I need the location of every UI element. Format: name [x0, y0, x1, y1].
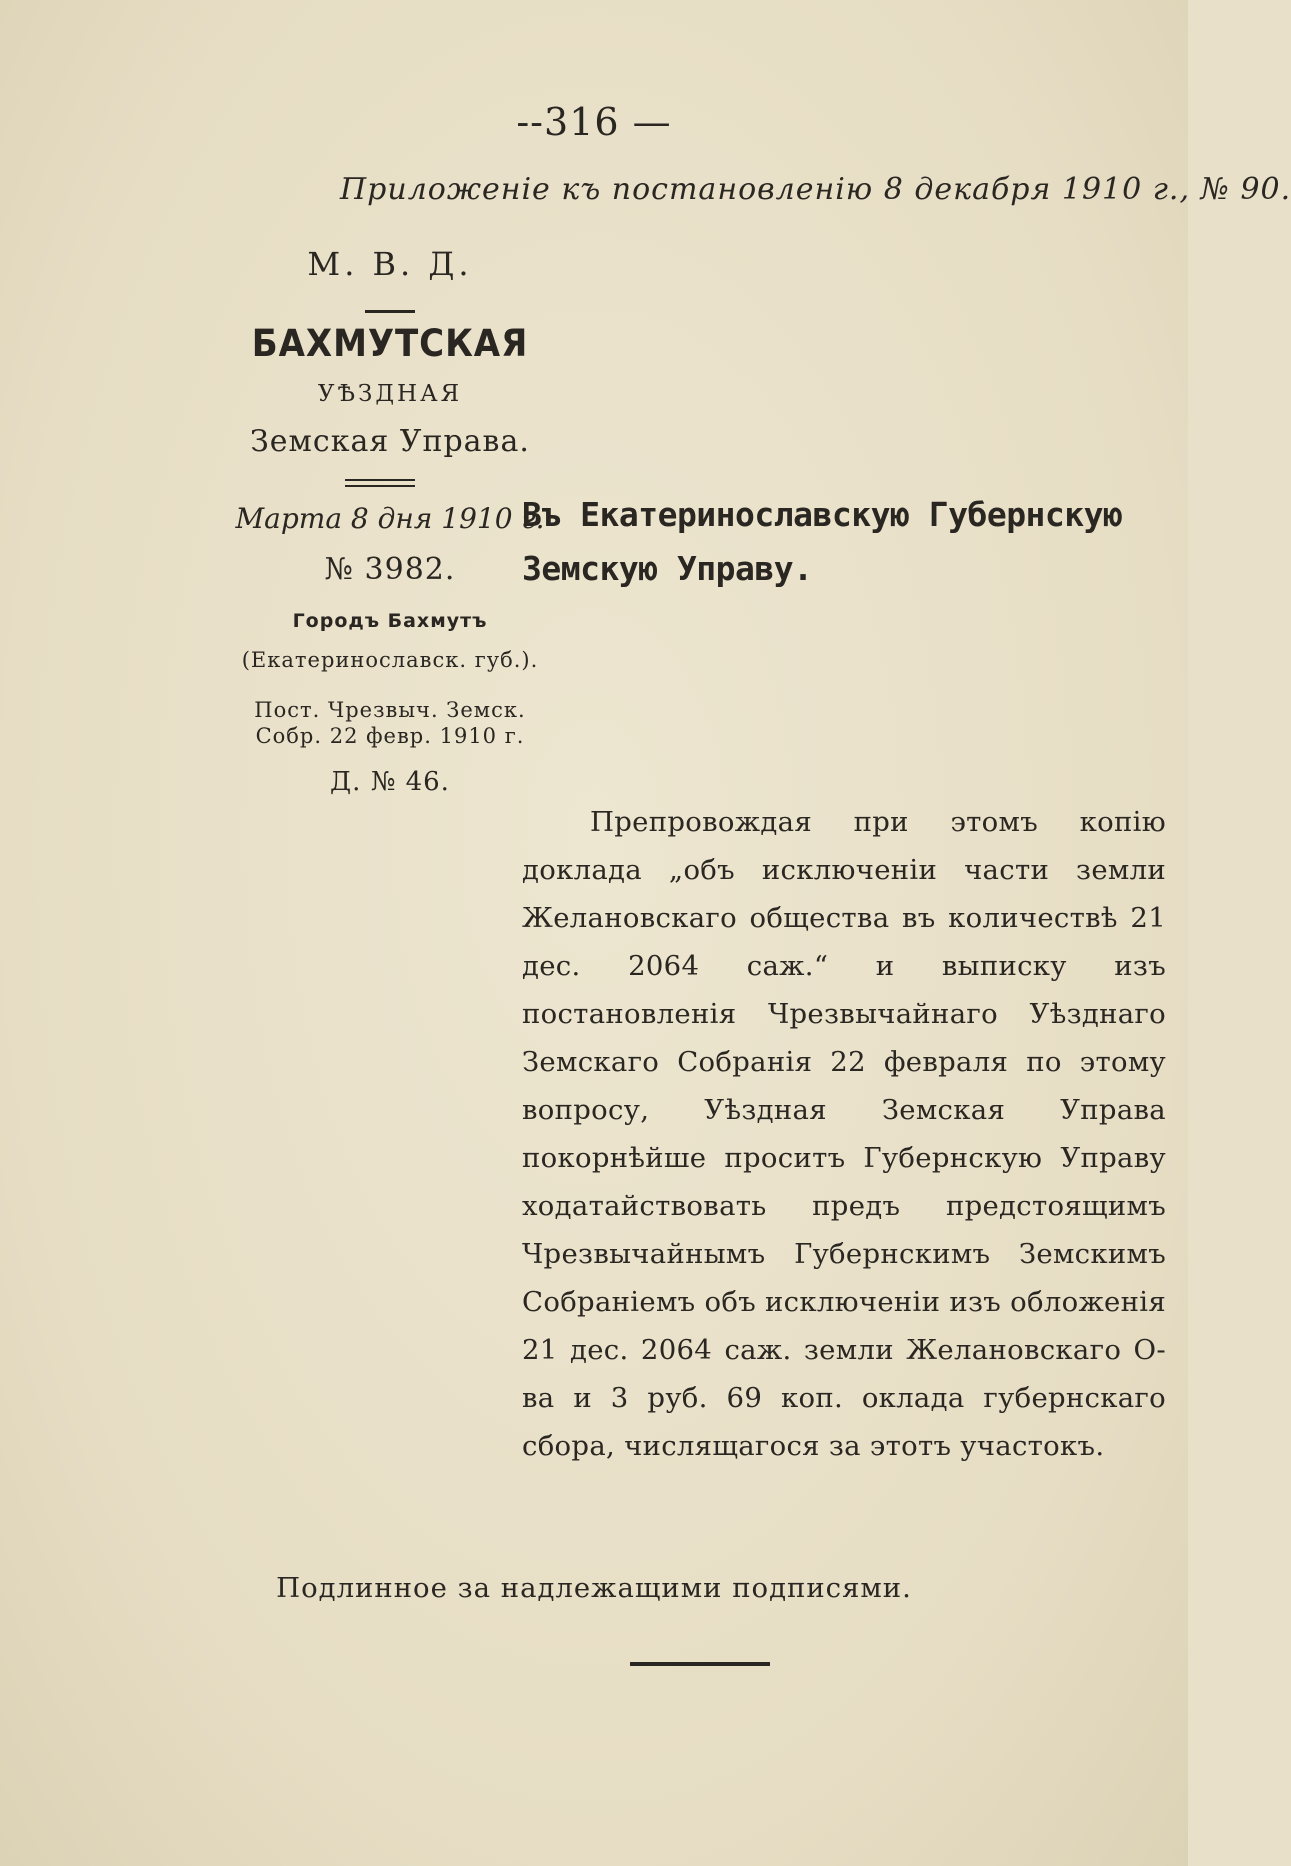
city-name: Городъ Бахмутъ	[292, 610, 488, 632]
case-number: Д. № 46.	[330, 767, 450, 797]
page-number: --316 —	[516, 100, 672, 144]
appendix-note: Приложеніе къ постановленію 8 декабря 1910 г., № 90.	[340, 172, 1291, 207]
double-rule-top	[345, 479, 415, 481]
resolution-line-1: Пост. Чрезвыч. Земск.	[254, 698, 526, 722]
letter-body	[522, 798, 1166, 1470]
body-paragraph: Препровождая при этомъ копію доклада „объ исключеніи части земли Желановскаго общества въ количествѣ 21 дес. 2064 саж.“ и выписку изъ постановленія Чрезвычайнаго Уѣзднаго Земскаго Собранія 22 февраля по этому вопросу, Уѣздная Земская Управа покорнѣйше проситъ Губернскую Управу ходатайствовать предъ предстоящимъ Чрезвычайнымъ Губернскимъ Земскимъ Собраніемъ объ исключеніи изъ обложенія 21 дес. 2064 саж. земли Желановскаго О-ва и 3 руб. 69 коп. оклада губернскаго сбора, числящагося за этотъ участокъ.	[522, 806, 1166, 1462]
end-rule	[630, 1662, 770, 1666]
signature-note: Подлинное за надлежащими подписями.	[276, 1572, 912, 1604]
header-divider	[365, 310, 415, 313]
resolution-reference	[225, 697, 555, 749]
office-name: БАХМУТСКАЯ	[251, 322, 529, 365]
addressee: Въ Екатеринославскую Губернскую Земскую Управу.	[522, 495, 1123, 588]
resolution-line-2: Собр. 22 февр. 1910 г.	[255, 724, 525, 748]
board-name: Земская Управа.	[250, 424, 530, 459]
letter-date: Марта 8 дня 1910 г.	[235, 502, 545, 535]
district-label: УѢЗДНАЯ	[317, 381, 463, 407]
double-rule-bottom	[345, 485, 415, 487]
province-name: (Екатеринославск. губ.).	[241, 648, 539, 672]
ministry-abbreviation: М. В. Д.	[307, 245, 473, 283]
letter-number: № 3982.	[324, 552, 456, 587]
